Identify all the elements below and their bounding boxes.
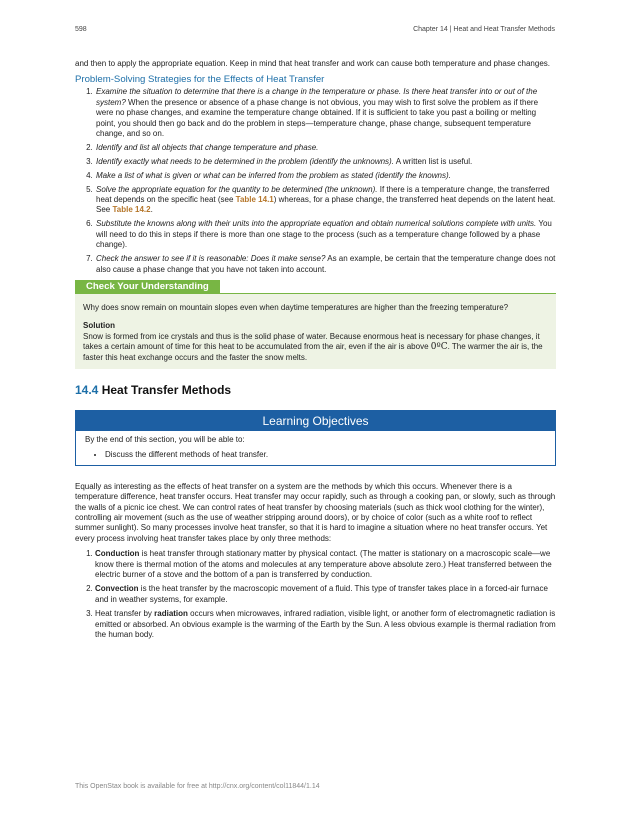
check-understanding-box bbox=[75, 280, 556, 369]
page-footer: This OpenStax book is available for free at http://cnx.org/content/col11844/1.14 bbox=[75, 783, 320, 790]
learning-objective-item: • Discuss the different methods of heat transfer. bbox=[105, 450, 545, 460]
check-understanding-tab: Check Your Understanding bbox=[75, 280, 220, 294]
solution-label: Solution bbox=[83, 321, 115, 331]
strategy-step: 5. Solve the appropriate equation for the quantity to be determined (the unknown). If there is a temperature change, the transferred heat depends on the specific heat (see Table 14.1) whereas, for a phase change, the transferred heat depends on the latent heat. See Table 14.2. bbox=[95, 185, 556, 216]
body-paragraph: Equally as interesting as the effects of heat transfer on a system are the methods by which this occurs. Whenever there is a temperature difference, heat transfer occurs. Heat transfer may occur rapidly, such as through a cooking pan, or slowly, such as through the walls of a picnic ice chest. We can control rates of heat transfer by choosing materials (such as thick wool clothing for the winter), controlling air movement (such as the use of weather stripping around doors), or by choice of color (such as a white roof to reflect summer sunlight). So many processes involve heat transfer, so that it is hard to imagine a situation where no heat transfer occurs. Yet every process involving heat transfer takes place by only three methods: bbox=[75, 481, 556, 543]
section-number: 14.4 bbox=[75, 382, 99, 397]
strategy-step: 1. Examine the situation to determine that there is a change in the temperature or phase. Is there heat transfer into or out of the system? When the presence or absence of a phase change is not obvious, you may wish to first solve the problem as if there were no phase changes, and examine the temperature change obtained. If it is sufficient to take you past a boiling or melting point, you should then go back and do the problem in steps—temperature change, phase change, subsequent temperature change, and so on. bbox=[95, 87, 556, 139]
chapter-header: Chapter 14 | Heat and Heat Transfer Methods bbox=[413, 26, 555, 33]
term-convection: Convection bbox=[95, 584, 139, 594]
strategy-step: 2. Identify and list all objects that change temperature and phase. bbox=[95, 143, 556, 153]
strategy-step: 7. Check the answer to see if it is reasonable: Does it make sense? As an example, be certain that the temperature change does not also cause a phase change that you have not taken into account. bbox=[95, 254, 556, 275]
temperature-value: 0ºC bbox=[430, 342, 448, 353]
method-item: 3. Heat transfer by radiation occurs when microwaves, infrared radiation, visible light, or another form of electromagnetic radiation is emitted or absorbed. An obvious example is the warming of the Earth by the Sun. A less obvious example is thermal radiation from the human body. bbox=[95, 609, 556, 640]
method-item: 1. Conduction is heat transfer through stationary matter by physical contact. (The matter is stationary on a macroscopic scale—we know there is thermal motion of the atoms and molecules at any temperature above absolute zero.) Heat transferred between the electric burner of a stove and the bottom of a pan is transferred by conduction. bbox=[95, 549, 556, 580]
table-14-1-link[interactable]: Table 14.1 bbox=[235, 195, 274, 205]
learning-objectives-box bbox=[75, 410, 556, 466]
page-number: 598 bbox=[75, 26, 87, 33]
check-question: Why does snow remain on mountain slopes even when daytime temperatures are higher than the freezing temperature? bbox=[83, 302, 509, 312]
learning-objectives-intro: By the end of this section, you will be able to: bbox=[85, 434, 245, 444]
section-title: 14.4 Heat Transfer Methods bbox=[75, 382, 232, 397]
strategy-step: 4. Make a list of what is given or what can be inferred from the problem as stated (identify the knowns). bbox=[95, 171, 556, 181]
methods-list bbox=[75, 549, 556, 640]
table-14-2-link[interactable]: Table 14.2 bbox=[112, 205, 151, 215]
solution-text: Snow is formed from ice crystals and thus is the solid phase of water. Because enormous heat is necessary for phase changes, it takes a certain amount of time for this heat to be accumulated from the air, even if the air is above 0ºC. The warmer the air is, the faster this heat exchange occurs and the faster the snow melts. bbox=[83, 331, 543, 362]
term-radiation: radiation bbox=[154, 609, 188, 619]
strategy-step: 6. Substitute the knowns along with their units into the appropriate equation and obtain numerical solutions complete with units. You will need to do this in steps if there is more than one stage to the process (such as a temperature change followed by a phase change). bbox=[95, 219, 556, 250]
strategies-heading: Problem-Solving Strategies for the Effects of Heat Transfer bbox=[75, 74, 325, 86]
intro-paragraph: and then to apply the appropriate equation. Keep in mind that heat transfer and work can cause both temperature and phase changes. bbox=[75, 59, 550, 68]
check-understanding-body bbox=[75, 294, 556, 369]
learning-objectives-list bbox=[85, 450, 545, 460]
main-content bbox=[75, 59, 556, 644]
learning-objectives-body bbox=[76, 431, 555, 465]
method-item: 2. Convection is the heat transfer by the macroscopic movement of a fluid. This type of transfer takes place in a forced-air furnace and in weather systems, for example. bbox=[95, 584, 556, 605]
strategies-list bbox=[75, 87, 556, 275]
strategy-step: 3. Identify exactly what needs to be determined in the problem (identify the unknowns). A written list is useful. bbox=[95, 157, 556, 167]
learning-objectives-title: Learning Objectives bbox=[76, 411, 555, 431]
term-conduction: Conduction bbox=[95, 549, 140, 559]
